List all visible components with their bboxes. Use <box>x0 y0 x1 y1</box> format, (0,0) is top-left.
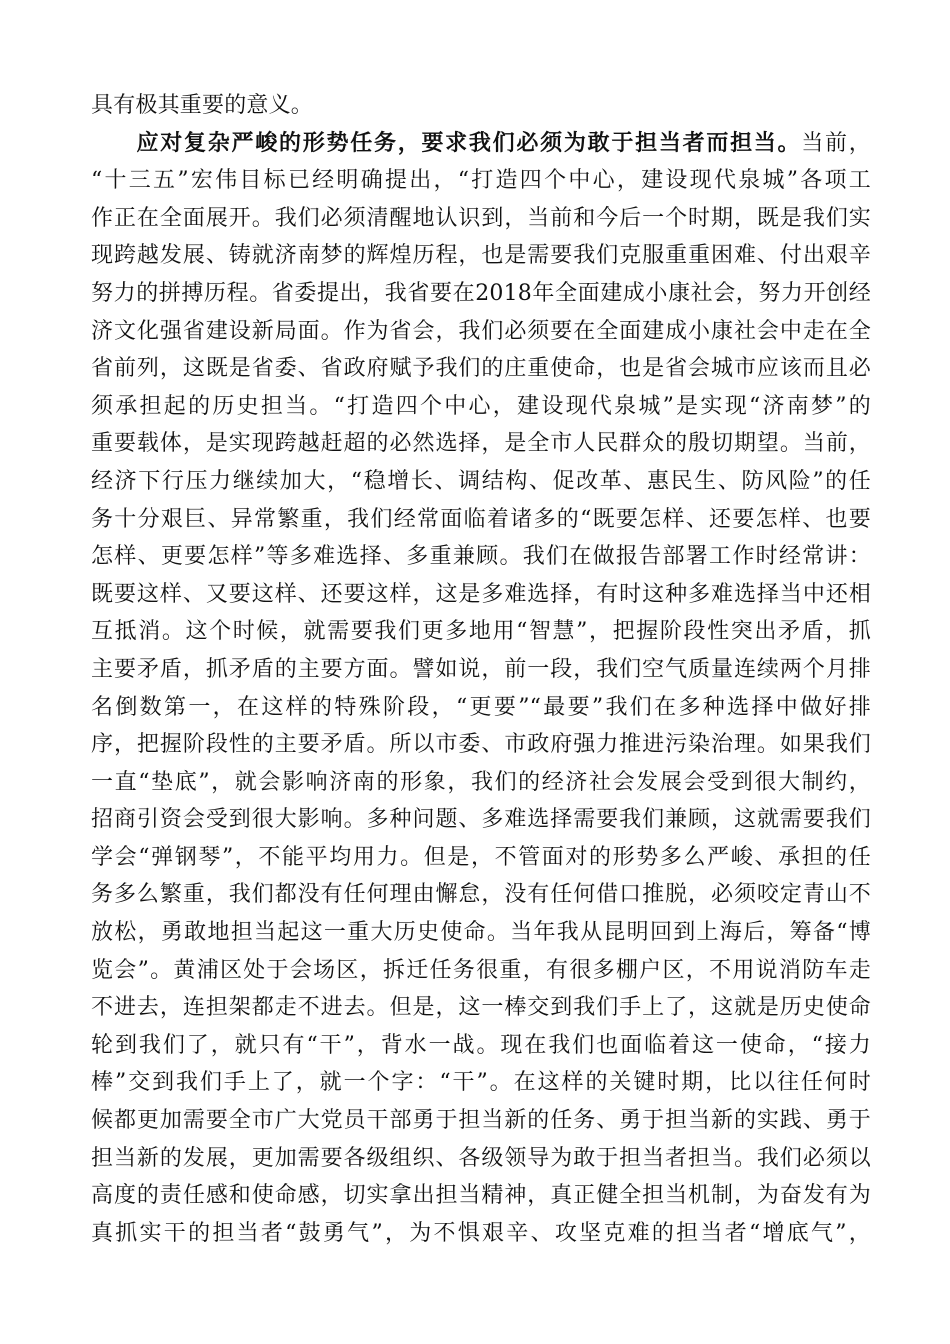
text-line: 序，把握阶段性的主要矛盾。所以市委、市政府强力推进污染治理。如果我们 <box>91 732 871 758</box>
text-line: 重要载体，是实现跨越赶超的必然选择，是全市人民群众的殷切期望。当前， <box>91 431 871 457</box>
section-heading-line <box>91 125 871 163</box>
text-line: 具有极其重要的意义。 <box>91 93 314 118</box>
text-line: 真抓实干的担当者“鼓勇气”，为不惧艰辛、攻坚克难的担当者“增底气”， <box>91 1220 871 1246</box>
text-line: 主要矛盾，抓矛盾的主要方面。譬如说，前一段，我们空气质量连续两个月排 <box>91 656 871 682</box>
text-line: 努力的拼搏历程。省委提出，我省要在2018年全面建成小康社会，努力开创经 <box>91 280 871 306</box>
text-line: 担当新的发展，更加需要各级组织、各级领导为敢于担当者担当。我们必须以 <box>91 1145 871 1171</box>
text-line: 互抵消。这个时候，就需要我们更多地用“智慧”，把握阶段性突出矛盾，抓 <box>91 619 871 645</box>
document-body <box>91 87 871 1252</box>
text-line: 不进去，连担架都走不进去。但是，这一棒交到我们手上了，这就是历史使命 <box>91 995 871 1021</box>
text-line: 既要这样、又要这样、还要这样，这是多难选择，有时这种多难选择当中还相 <box>91 581 871 607</box>
text-line: 轮到我们了，就只有“干”，背水一战。现在我们也面临着这一使命，“接力 <box>91 1032 871 1058</box>
text-line: 作正在全面展开。我们必须清醒地认识到，当前和今后一个时期，既是我们实 <box>91 205 871 231</box>
text-line: “十三五”宏伟目标已经明确提出，“打造四个中心，建设现代泉城”各项工 <box>91 168 871 194</box>
text-line: 务十分艰巨、异常繁重，我们经常面临着诸多的“既要怎样、还要怎样、也要 <box>91 506 871 532</box>
text-fragment: 当前， <box>801 130 871 156</box>
text-line: 放松，勇敢地担当起这一重大历史使命。当年我从昆明回到上海后，筹备“博 <box>91 920 871 946</box>
text-line: 怎样、更要怎样”等多难选择、多重兼顾。我们在做报告部署工作时经常讲： <box>91 544 871 570</box>
text-line: 名倒数第一，在这样的特殊阶段，“更要”“最要”我们在多种选择中做好排 <box>91 694 871 720</box>
section-heading: 应对复杂严峻的形势任务，要求我们必须为敢于担当者而担当。 <box>135 129 802 156</box>
text-line: 济文化强省建设新局面。作为省会，我们必须要在全面建成小康社会中走在全 <box>91 318 871 344</box>
text-line: 省前列，这既是省委、省政府赋予我们的庄重使命，也是省会城市应该而且必 <box>91 356 871 382</box>
text-line: 一直“垫底”，就会影响济南的形象，我们的经济社会发展会受到很大制约， <box>91 769 871 795</box>
text-line: 棒”交到我们手上了，就一个字：“干”。在这样的关键时期，比以往任何时 <box>91 1070 871 1096</box>
text-line: 招商引资会受到很大影响。多种问题、多难选择需要我们兼顾，这就需要我们 <box>91 807 871 833</box>
text-line: 候都更加需要全市广大党员干部勇于担当新的任务、勇于担当新的实践、勇于 <box>91 1108 871 1134</box>
text-line: 经济下行压力继续加大，“稳增长、调结构、促改革、惠民生、防风险”的任 <box>91 468 871 494</box>
text-line: 现跨越发展、铸就济南梦的辉煌历程，也是需要我们克服重重困难、付出艰辛 <box>91 243 871 269</box>
text-line: 高度的责任感和使命感，切实拿出担当精神，真正健全担当机制，为奋发有为 <box>91 1183 871 1209</box>
text-line: 学会“弹钢琴”，不能平均用力。但是，不管面对的形势多么严峻、承担的任 <box>91 844 871 870</box>
text-line: 须承担起的历史担当。“打造四个中心，建设现代泉城”是实现“济南梦”的 <box>91 393 871 419</box>
text-line: 务多么繁重，我们都没有任何理由懈怠，没有任何借口推脱，必须咬定青山不 <box>91 882 871 908</box>
text-line: 览会”。黄浦区处于会场区，拆迁任务很重，有很多棚户区，不用说消防车走 <box>91 957 871 983</box>
